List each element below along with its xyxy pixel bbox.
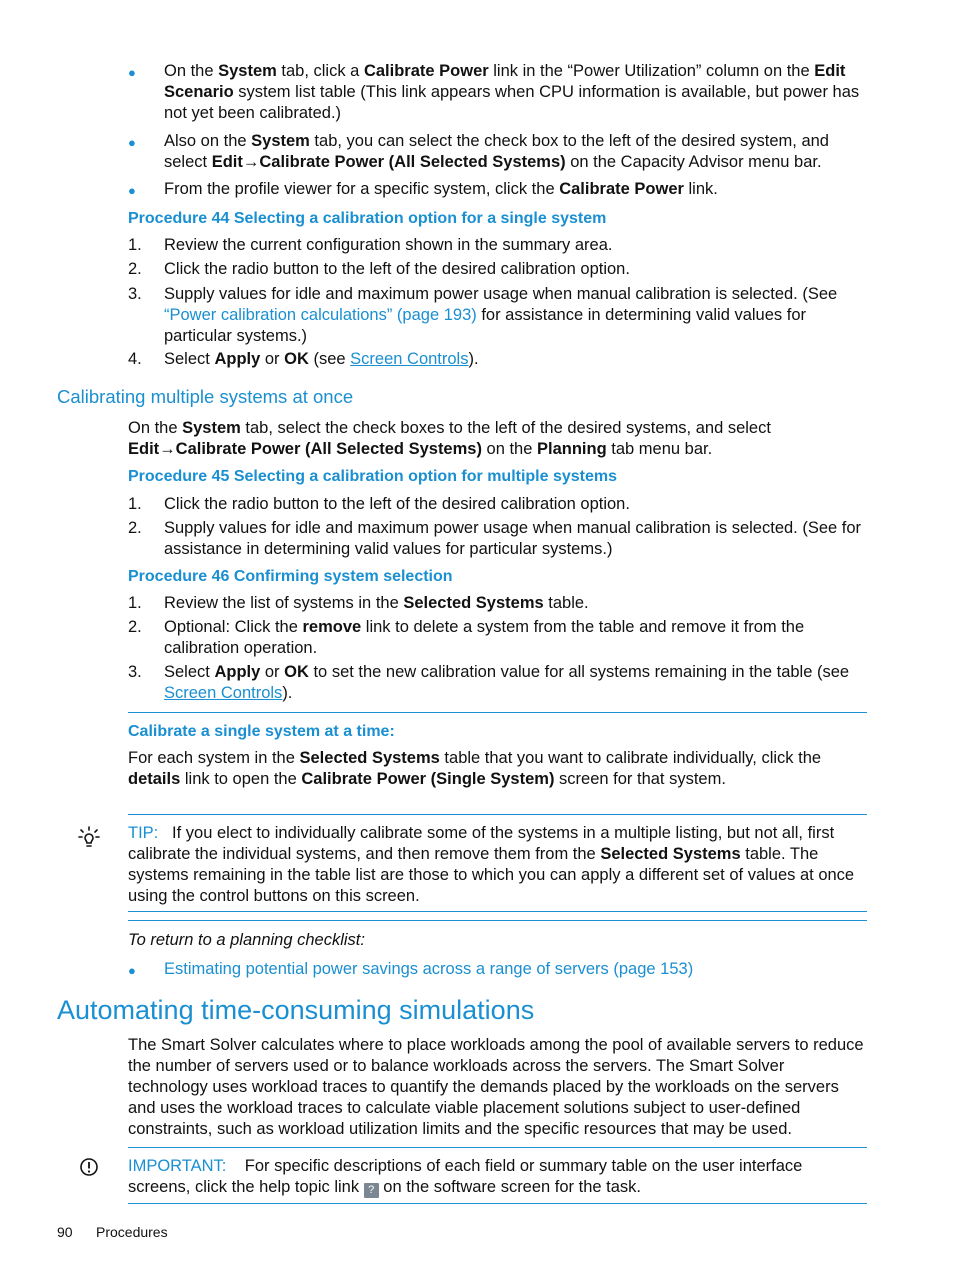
page-number: 90 bbox=[57, 1224, 73, 1240]
step-number: 2. bbox=[128, 519, 142, 537]
step-text bbox=[164, 284, 868, 347]
text: on the bbox=[481, 440, 537, 458]
section-heading: Calibrating multiple systems at once bbox=[57, 386, 354, 407]
exclamation-circle-icon bbox=[79, 1157, 99, 1177]
ui-term: Calibrate Power bbox=[559, 180, 684, 198]
bullet-dot: ● bbox=[128, 135, 136, 150]
ui-term: Edit Scenario bbox=[164, 62, 846, 101]
ui-term: System bbox=[218, 62, 277, 80]
procedure-title: Procedure 44 Selecting a calibration option for a single system bbox=[128, 210, 607, 227]
screen-controls-link[interactable]: Screen Controls bbox=[164, 684, 283, 702]
screen-controls-link[interactable]: Screen Controls bbox=[350, 350, 469, 368]
step-number: 1. bbox=[128, 594, 142, 612]
ui-term: Calibrate Power (All Selected Systems) bbox=[259, 153, 566, 171]
step-text bbox=[164, 593, 868, 614]
text: tab, you can select the check box to the left of the desired system, and select bbox=[164, 132, 829, 171]
ui-term: Apply bbox=[214, 663, 261, 681]
help-question-icon[interactable]: ? bbox=[364, 1183, 379, 1198]
text: Optional: Click the bbox=[164, 618, 303, 636]
arrow-glyph: → bbox=[159, 440, 176, 458]
procedure-title: Procedure 46 Confirming system selection bbox=[128, 568, 453, 585]
ui-term: OK bbox=[284, 350, 309, 368]
ui-term: Apply bbox=[214, 350, 261, 368]
ui-term: Planning bbox=[537, 440, 607, 458]
ui-term: Selected Systems bbox=[600, 845, 741, 863]
ui-term: Calibrate Power bbox=[363, 62, 489, 80]
text: ). bbox=[468, 350, 479, 368]
text: table. The systems remaining in the table list are those to which you can apply a different set of values at once using the control buttons on this screen. bbox=[128, 845, 855, 905]
text: system list table (This link appears when CPU information is available, but power has not yet been calibrated.) bbox=[164, 83, 860, 122]
bullet-item bbox=[164, 131, 868, 173]
text: link to open the bbox=[180, 770, 302, 788]
tip-label: TIP: bbox=[128, 824, 159, 842]
text: On the bbox=[164, 62, 219, 80]
text: For each system in the bbox=[128, 749, 300, 767]
ui-term: Selected Systems bbox=[403, 594, 544, 612]
divider bbox=[128, 1147, 867, 1148]
text: link to delete a system from the table and remove it from the calibration operation. bbox=[164, 618, 805, 657]
text: Select bbox=[164, 663, 215, 681]
paragraph bbox=[128, 418, 868, 460]
paragraph bbox=[128, 748, 868, 790]
tip-note bbox=[128, 823, 868, 907]
step-number: 2. bbox=[128, 618, 142, 636]
step-number: 2. bbox=[128, 260, 142, 278]
arrow-glyph: → bbox=[242, 153, 260, 171]
divider bbox=[128, 911, 867, 912]
cross-reference-link[interactable]: “Power calibration calculations” (page 193) bbox=[164, 306, 477, 324]
text: tab menu bar. bbox=[606, 440, 713, 458]
step-number: 4. bbox=[128, 350, 142, 368]
text: tab, select the check boxes to the left of the desired systems, and select bbox=[240, 419, 771, 437]
ui-term: Edit bbox=[211, 153, 243, 171]
bullet-item bbox=[164, 61, 868, 124]
divider bbox=[128, 814, 867, 815]
bullet-dot: ● bbox=[128, 183, 136, 198]
step-number: 1. bbox=[128, 495, 142, 513]
text: on the Capacity Advisor menu bar. bbox=[565, 153, 822, 171]
text: Supply values for idle and maximum power usage when manual calibration is selected. (See bbox=[164, 285, 838, 303]
text: screen for that system. bbox=[554, 770, 726, 788]
step-text bbox=[164, 349, 868, 370]
text: on the software screen for the task. bbox=[378, 1178, 642, 1196]
text: for assistance in determining valid values for particular systems.) bbox=[164, 306, 806, 345]
ui-term: Edit bbox=[128, 440, 160, 458]
important-note bbox=[128, 1156, 868, 1198]
step-text: Review the current configuration shown in the summary area. bbox=[164, 236, 613, 254]
lightbulb-icon bbox=[78, 826, 100, 850]
step-text: Click the radio button to the left of the desired calibration option. bbox=[164, 260, 630, 278]
text: or bbox=[260, 350, 285, 368]
ui-term: details bbox=[128, 770, 181, 788]
step-number: 3. bbox=[128, 285, 142, 303]
text: On the bbox=[128, 419, 183, 437]
text: tab, click a bbox=[276, 62, 364, 80]
step-number: 3. bbox=[128, 663, 142, 681]
step-text: Click the radio button to the left of the desired calibration option. bbox=[164, 495, 630, 513]
step-text bbox=[164, 662, 868, 704]
subheading: Calibrate a single system at a time: bbox=[128, 723, 395, 740]
ui-term: remove bbox=[302, 618, 362, 636]
text: table that you want to calibrate individually, click the bbox=[439, 749, 822, 767]
bullet-dot: ● bbox=[128, 65, 136, 80]
step-number: 1. bbox=[128, 236, 142, 254]
bullet-dot: ● bbox=[128, 963, 136, 978]
text: or bbox=[260, 663, 285, 681]
divider bbox=[128, 712, 867, 713]
return-text: To return to a planning checklist: bbox=[128, 931, 365, 949]
ui-term: System bbox=[182, 419, 241, 437]
ui-term: OK bbox=[284, 663, 309, 681]
paragraph: The Smart Solver calculates where to place workloads among the pool of available servers to reduce the number of servers used or to balance workloads across the servers. The Smart Solver technology uses workload traces to quantify the demands placed by the workloads on the servers and uses the workload traces to calculate viable placement solutions subject to user-defined constraints, such as workload utilization limits and the specific resources that may be used. bbox=[128, 1036, 864, 1138]
bullet-item bbox=[164, 179, 868, 200]
text: For specific descriptions of each field or summary table on the user interface screens, click the help topic link bbox=[128, 1157, 803, 1196]
divider bbox=[128, 920, 867, 921]
text: link in the “Power Utilization” column on the bbox=[488, 62, 815, 80]
procedure-title: Procedure 45 Selecting a calibration option for multiple systems bbox=[128, 468, 618, 485]
ui-term: Selected Systems bbox=[299, 749, 440, 767]
divider bbox=[128, 1203, 867, 1204]
text: ). bbox=[282, 684, 293, 702]
text: If you elect to individually calibrate some of the systems in a multiple listing, but not all, first calibrate the individual systems, and then remove them from the bbox=[128, 824, 835, 863]
section-title: Automating time-consuming simulations bbox=[57, 995, 535, 1025]
ui-term: Calibrate Power (Single System) bbox=[301, 770, 555, 788]
step-text: Supply values for idle and maximum power usage when manual calibration is selected. (See for assistance in determining valid values for particular systems.) bbox=[164, 519, 862, 558]
text: From the profile viewer for a specific system, click the bbox=[164, 180, 560, 198]
checklist-link[interactable]: Estimating potential power savings across a range of servers (page 153) bbox=[164, 960, 694, 978]
text: Select bbox=[164, 350, 215, 368]
text: link. bbox=[683, 180, 718, 198]
text: Review the list of systems in the bbox=[164, 594, 404, 612]
text: to set the new calibration value for all systems remaining in the table (see bbox=[308, 663, 850, 681]
footer-section: Procedures bbox=[96, 1224, 168, 1240]
text: (see bbox=[308, 350, 351, 368]
step-text bbox=[164, 617, 868, 659]
ui-term: System bbox=[251, 132, 310, 150]
important-label: IMPORTANT: bbox=[128, 1157, 227, 1175]
text: Also on the bbox=[164, 132, 252, 150]
text: table. bbox=[543, 594, 589, 612]
ui-term: Calibrate Power (All Selected Systems) bbox=[175, 440, 482, 458]
